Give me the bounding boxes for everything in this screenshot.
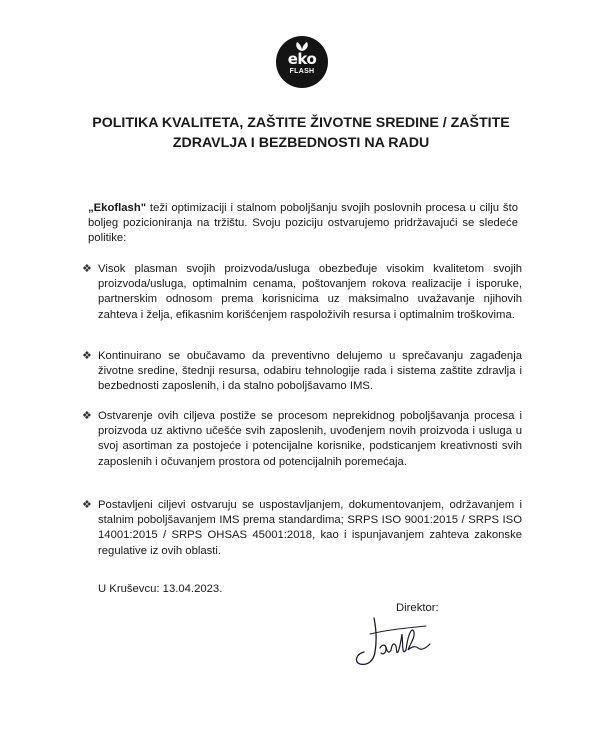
policy-text: Ostvarenje ovih ciljeva postiže se procesom neprekidnog poboljšavanja procesa i proizvoda uz aktivno učešće svih zaposlenih, uvođenjem novih proizvoda i usluga u svoj asortiman za postojeće i potencijalne korisnike, podsticanjem kreativnosti svih zaposlenih i očuvanjem prostora od potencijalnih poremećaja.	[98, 410, 522, 468]
logo-text-eko: eko	[287, 50, 317, 68]
director-label: Direktor:	[396, 602, 439, 614]
intro-paragraph	[88, 201, 518, 246]
place-and-date: U Kruševcu: 13.04.2023.	[98, 583, 223, 595]
policy-text: Kontinuirano se obučavamo da preventivno delujemo u sprečavanju zagađenja životne sredine, štednji resursa, odabiru tehnologije rada i sistema zaštite zdravlja i bezbednosti zaposlenih, i da stalno poboljšavamo IMS.	[98, 350, 522, 393]
diamond-bullet-icon: ❖	[82, 350, 92, 362]
company-logo	[276, 36, 328, 88]
diamond-bullet-icon: ❖	[82, 410, 92, 422]
logo-text-flash: FLASH	[289, 68, 315, 75]
intro-text: teži optimizaciji i stalnom poboljšanju svojih poslovnih procesa u cilju što boljeg pozicioniranja na tržištu. Svoju poziciju ostvarujemo pridržavajući se sledeće politike:	[88, 202, 518, 244]
director-signature	[346, 604, 436, 674]
policy-item	[82, 262, 522, 323]
policy-item	[82, 349, 522, 395]
policy-text: Visok plasman svojih proizvoda/usluga obezbeđuje visokim kvalitetom svojih proizvoda/usluga, optimalnim cenama, poštovanjem rokova realizacije i isporuke, partnerskim odnosom prema korisnicima uz maksimalno uvažavanje njihovih zahteva i želja, efikasnim korišćenjem raspoloživih resursa i optimalnim troškovima.	[98, 263, 522, 321]
company-name: „Ekoflash"	[88, 202, 147, 214]
policy-item	[82, 498, 522, 559]
title-line-1: POLITIKA KVALITETA, ZAŠTITE ŽIVOTNE SREDINE / ZAŠTITE	[92, 115, 510, 131]
policy-text: Postavljeni ciljevi ostvaruju se uspostavljanjem, dokumentovanjem, održavanjem i stalnim poboljšavanjem IMS prema standardima; SRPS ISO 9001:2015 / SRPS ISO 14001:2015 / SRPS OHSAS 45001:2018, kao i ispunjavanjem zahteva zakonske regulative iz ovih oblasti.	[98, 499, 522, 557]
title-line-2: ZDRAVLJA I BEZBEDNOSTI NA RADU	[172, 135, 430, 151]
policy-item	[82, 409, 522, 470]
document-title	[60, 113, 542, 153]
diamond-bullet-icon: ❖	[82, 263, 92, 275]
diamond-bullet-icon: ❖	[82, 499, 92, 511]
